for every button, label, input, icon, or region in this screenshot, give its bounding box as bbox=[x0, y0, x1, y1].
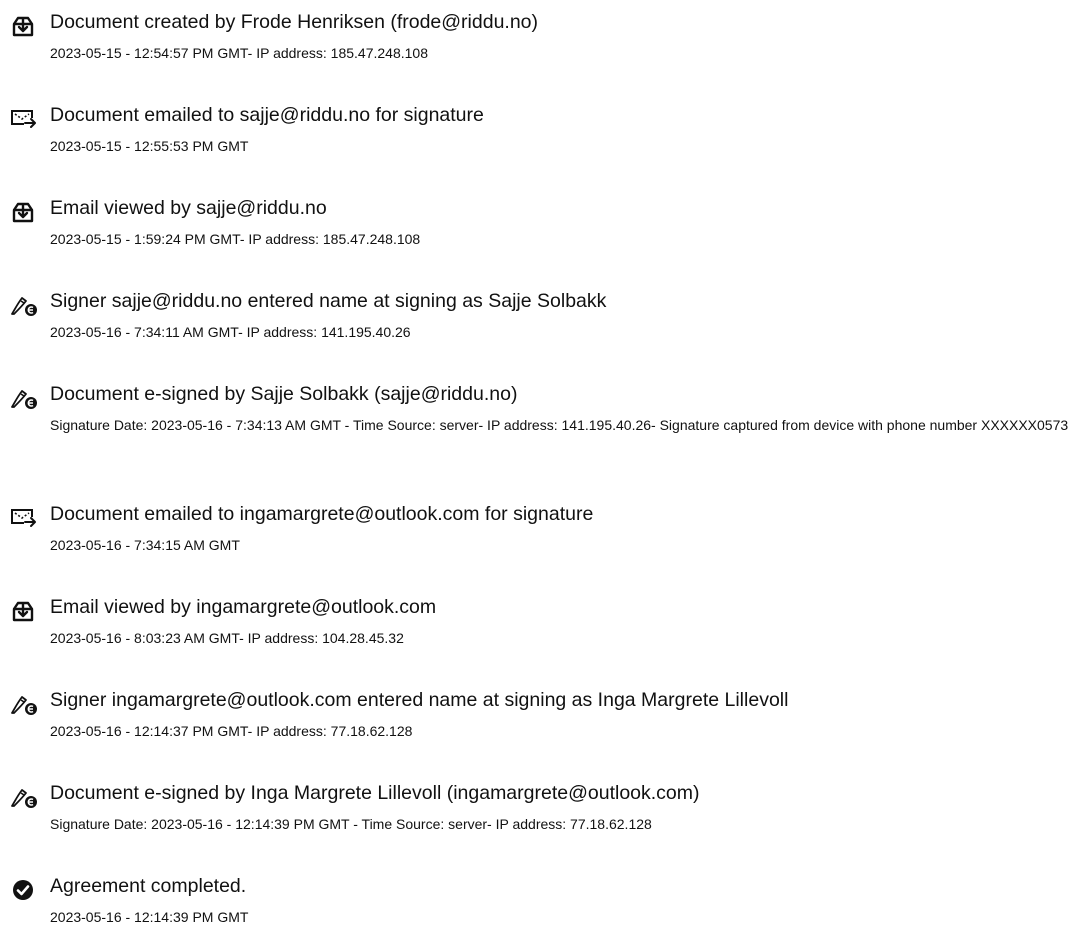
entry-detail: 2023-05-15 - 1:59:24 PM GMT- IP address: 185.47.248.108 bbox=[50, 231, 421, 247]
entry-title: Signer sajje@riddu.no entered name at signing as Sajje Solbakk bbox=[50, 290, 607, 312]
esign-icon bbox=[10, 785, 38, 809]
email-viewed-icon bbox=[10, 599, 38, 623]
entry-detail: Signature Date: 2023-05-16 - 7:34:13 AM GMT - Time Source: server- IP address: 141.195.40.26- Signature captured from device with phone number XXXXXX0573 bbox=[50, 417, 1069, 433]
entry-detail: 2023-05-16 - 7:34:15 AM GMT bbox=[50, 537, 240, 553]
email-viewed-icon bbox=[10, 200, 38, 224]
entry-title: Document e-signed by Inga Margrete Lillevoll (ingamargrete@outlook.com) bbox=[50, 782, 700, 804]
entry-title: Email viewed by sajje@riddu.no bbox=[50, 197, 327, 219]
entry-title: Document emailed to sajje@riddu.no for signature bbox=[50, 104, 484, 126]
entry-title: Document emailed to ingamargrete@outlook.com for signature bbox=[50, 503, 594, 525]
document-created-icon bbox=[10, 14, 38, 38]
entry-detail: 2023-05-16 - 8:03:23 AM GMT- IP address: 104.28.45.32 bbox=[50, 630, 404, 646]
entry-title: Agreement completed. bbox=[50, 875, 247, 897]
entry-detail: 2023-05-15 - 12:54:57 PM GMT- IP address: 185.47.248.108 bbox=[50, 45, 428, 61]
entry-detail: Signature Date: 2023-05-16 - 12:14:39 PM GMT - Time Source: server- IP address: 77.18.62.128 bbox=[50, 816, 652, 832]
entry-title: Document e-signed by Sajje Solbakk (sajje@riddu.no) bbox=[50, 383, 518, 405]
entry-detail: 2023-05-16 - 12:14:37 PM GMT- IP address: 77.18.62.128 bbox=[50, 723, 413, 739]
entry-detail: 2023-05-16 - 12:14:39 PM GMT bbox=[50, 909, 249, 925]
esign-icon bbox=[10, 386, 38, 410]
entry-detail: 2023-05-16 - 7:34:11 AM GMT- IP address: 141.195.40.26 bbox=[50, 324, 411, 340]
entry-detail: 2023-05-15 - 12:55:53 PM GMT bbox=[50, 138, 249, 154]
check-circle-icon bbox=[10, 878, 38, 902]
email-sent-icon bbox=[10, 506, 38, 530]
email-sent-icon bbox=[10, 107, 38, 131]
signer-name-icon bbox=[10, 293, 38, 317]
entry-title: Document created by Frode Henriksen (frode@riddu.no) bbox=[50, 11, 539, 33]
entry-title: Signer ingamargrete@outlook.com entered name at signing as Inga Margrete Lillevoll bbox=[50, 689, 789, 711]
entry-title: Email viewed by ingamargrete@outlook.com bbox=[50, 596, 437, 618]
signer-name-icon bbox=[10, 692, 38, 716]
